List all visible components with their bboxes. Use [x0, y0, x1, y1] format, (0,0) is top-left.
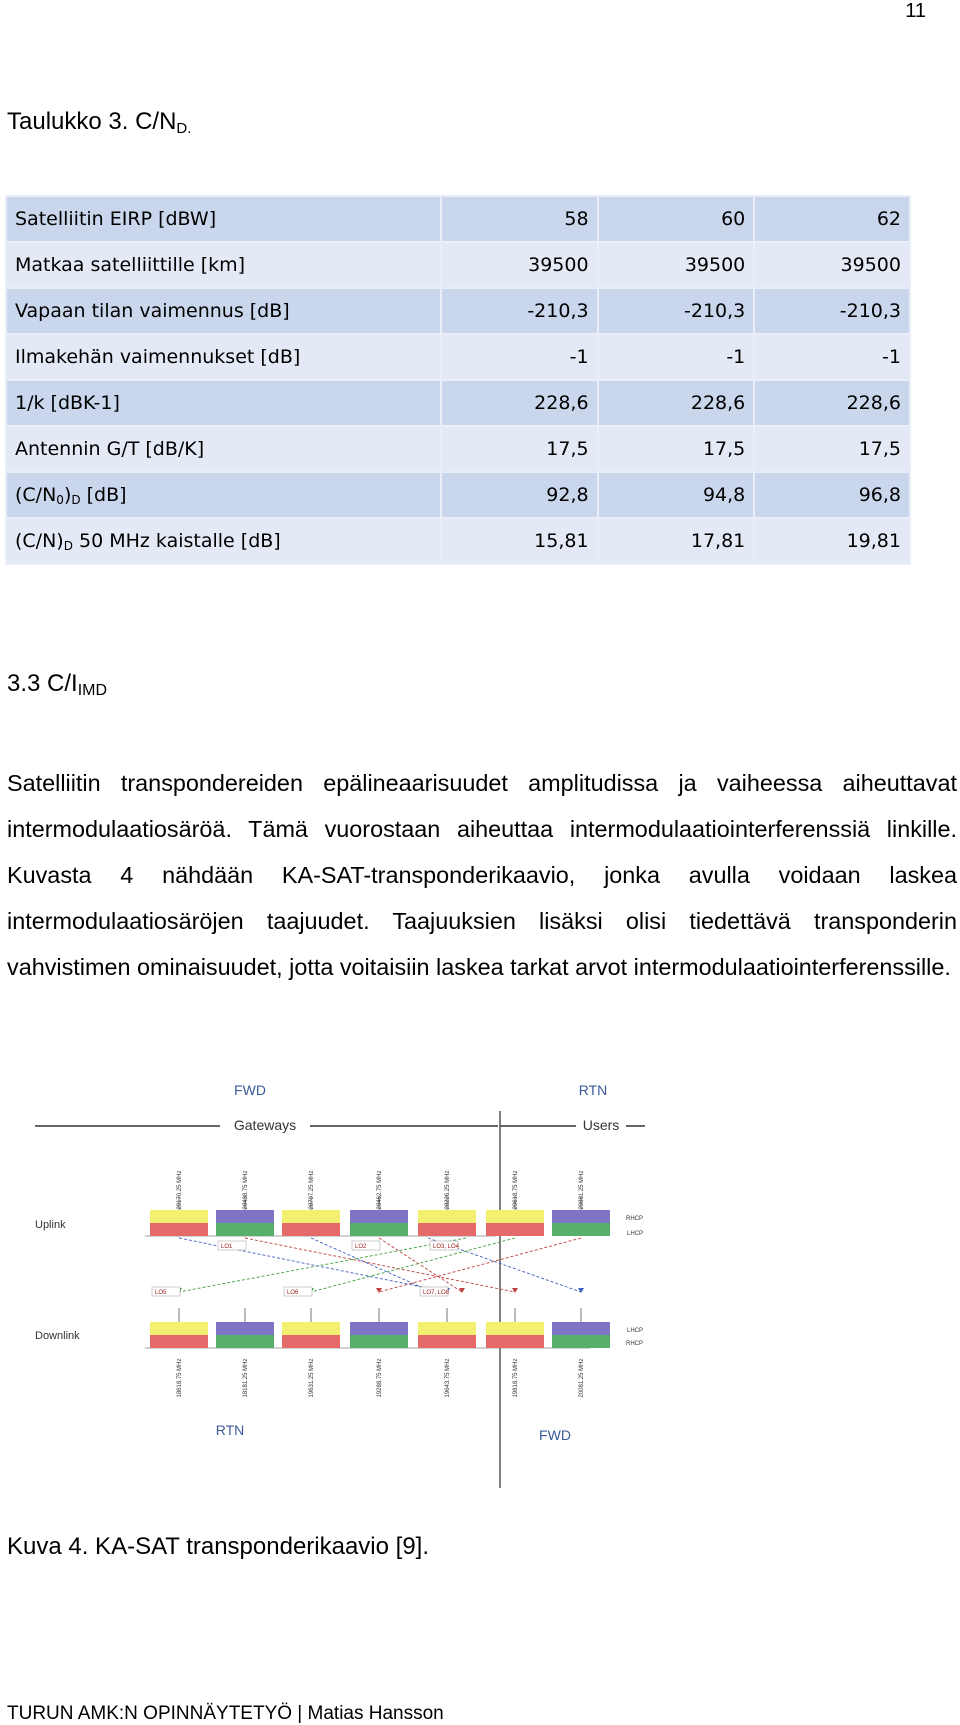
row-label: $(C/N)_D$ 50 MHz kaistalle [dB]	[6, 518, 441, 564]
row-value-3: 228,6	[754, 380, 910, 426]
row-value-1: 17,5	[441, 426, 598, 472]
row-value-2: 94,8	[598, 472, 755, 518]
row-label: Matkaa satelliittille [km]	[6, 242, 441, 288]
uplink-label: Uplink	[35, 1219, 66, 1231]
uplink-frequency-label: 28462.75 MHz	[377, 1170, 383, 1210]
row-value-2: 39500	[598, 242, 755, 288]
downlink-band-bottom	[418, 1335, 476, 1348]
row-value-2: -210,3	[598, 288, 755, 334]
table-caption-subscript: D.	[176, 120, 192, 137]
downlink-frequency-label: 20081.25 MHz	[579, 1358, 585, 1398]
uplink-frequency-label: 28707.25 MHz	[309, 1170, 315, 1210]
local-oscillator-label: LO2	[355, 1244, 367, 1250]
uplink-band-bottom	[350, 1223, 408, 1236]
uplink-band-top	[486, 1210, 544, 1223]
row-value-3: -1	[754, 334, 910, 380]
gateways-label: Gateways	[233, 1117, 297, 1133]
row-value-2: 60	[598, 196, 755, 242]
rtn-bottom-label: RTN	[215, 1422, 245, 1438]
downlink-band-bottom	[350, 1335, 408, 1348]
uplink-band-bottom	[216, 1223, 274, 1236]
table-caption-text: Taulukko 3. C/N	[7, 108, 177, 135]
row-value-3: 17,5	[754, 426, 910, 472]
row-value-2: 228,6	[598, 380, 755, 426]
downlink-band-bottom	[282, 1335, 340, 1348]
mapping-arrowhead	[376, 1288, 382, 1293]
row-label: Antennin G/T [dB/K]	[6, 426, 441, 472]
uplink-band-top	[418, 1210, 476, 1223]
uplink-frequency-label: 28438.75 MHz	[243, 1170, 249, 1210]
uplink-band-bottom	[552, 1223, 610, 1236]
row-value-3: 96,8	[754, 472, 910, 518]
table-row	[6, 334, 910, 380]
downlink-lhcp-label: LHCP	[626, 1328, 643, 1334]
row-label: Vapaan tilan vaimennus [dB]	[6, 288, 441, 334]
users-label: Users	[582, 1117, 620, 1133]
table-row	[6, 472, 910, 518]
cn-table	[5, 195, 911, 565]
downlink-band-top	[486, 1322, 544, 1335]
uplink-rhcp-label: RHCP	[625, 1216, 643, 1222]
mapping-arrowhead	[512, 1288, 518, 1293]
mapping-arrowhead	[578, 1288, 584, 1293]
row-value-3: 39500	[754, 242, 910, 288]
table-row	[6, 426, 910, 472]
transponder-diagram	[30, 1068, 645, 1493]
row-value-1: 15,81	[441, 518, 598, 564]
row-value-3: 19,81	[754, 518, 910, 564]
row-value-1: -1	[441, 334, 598, 380]
downlink-frequency-label: 19818.75 MHz	[513, 1358, 519, 1398]
section-heading-subscript: IMD	[77, 682, 108, 699]
downlink-band-bottom	[150, 1335, 208, 1348]
table-row	[6, 380, 910, 426]
row-value-1: 92,8	[441, 472, 598, 518]
local-oscillator-label: LO5	[155, 1290, 167, 1296]
downlink-band-top	[552, 1322, 610, 1335]
uplink-band-bottom	[282, 1223, 340, 1236]
uplink-frequency-label: 29618.75 MHz	[513, 1170, 519, 1210]
uplink-frequency-label: 29170.25 MHz	[177, 1170, 183, 1210]
uplink-band-top	[216, 1210, 274, 1223]
downlink-band-top	[150, 1322, 208, 1335]
local-oscillator-label: LO3, LO4	[433, 1244, 460, 1250]
uplink-band-top	[552, 1210, 610, 1223]
section-heading	[7, 670, 107, 698]
row-value-2: -1	[598, 334, 755, 380]
downlink-band-top	[282, 1322, 340, 1335]
downlink-band-top	[350, 1322, 408, 1335]
uplink-lhcp-label: LHCP	[626, 1231, 643, 1237]
frequency-mapping-line	[379, 1238, 581, 1292]
downlink-band-bottom	[552, 1335, 610, 1348]
row-value-2: 17,81	[598, 518, 755, 564]
downlink-band-bottom	[216, 1335, 274, 1348]
row-label: $(C/N_0)_D$ [dB]	[6, 472, 441, 518]
fwd-top-label: FWD	[234, 1082, 266, 1098]
section-heading-text: 3.3 C/I	[7, 670, 78, 697]
table-row	[6, 288, 910, 334]
downlink-band-bottom	[486, 1335, 544, 1348]
fwd-bottom-label: FWD	[539, 1427, 571, 1443]
downlink-frequency-label: 18618.75 MHz	[177, 1358, 183, 1398]
uplink-band-bottom	[486, 1223, 544, 1236]
downlink-band-top	[418, 1322, 476, 1335]
row-label: Ilmakehän vaimennukset [dB]	[6, 334, 441, 380]
page-number: 11	[905, 0, 926, 22]
uplink-band-top	[350, 1210, 408, 1223]
downlink-rhcp-label: RHCP	[625, 1341, 643, 1347]
local-oscillator-label: LO1	[221, 1244, 233, 1250]
row-label: Satelliitin EIRP [dBW]	[6, 196, 441, 242]
uplink-band-bottom	[418, 1223, 476, 1236]
row-value-1: 58	[441, 196, 598, 242]
diagram-channels	[150, 1170, 610, 1397]
row-value-1: -210,3	[441, 288, 598, 334]
row-value-3: 62	[754, 196, 910, 242]
rtn-top-label: RTN	[578, 1082, 608, 1098]
downlink-band-top	[216, 1322, 274, 1335]
row-label: 1/k [dBK-1]	[6, 380, 441, 426]
table-caption	[7, 108, 191, 136]
downlink-frequency-label: 18181.25 MHz	[243, 1358, 249, 1398]
row-value-2: 17,5	[598, 426, 755, 472]
local-oscillator-label: LO6	[287, 1290, 299, 1296]
row-value-1: 228,6	[441, 380, 598, 426]
uplink-frequency-label: 29881.25 MHz	[579, 1170, 585, 1210]
row-value-3: -210,3	[754, 288, 910, 334]
uplink-band-top	[282, 1210, 340, 1223]
table-row	[6, 196, 910, 242]
uplink-band-bottom	[150, 1223, 208, 1236]
transponder-diagram-svg	[30, 1068, 645, 1488]
uplink-frequency-label: 28226.25 MHz	[445, 1170, 451, 1210]
footer: TURUN AMK:N OPINNÄYTETYÖ | Matias Hansson	[7, 1703, 444, 1724]
row-value-1: 39500	[441, 242, 598, 288]
downlink-frequency-label: 19643.75 MHz	[445, 1358, 451, 1398]
downlink-frequency-label: 19631.25 MHz	[309, 1358, 315, 1398]
downlink-label: Downlink	[35, 1330, 80, 1342]
local-oscillator-label: LO7, LO8	[423, 1290, 450, 1296]
figure-caption: Kuva 4. KA-SAT transponderikaavio [9].	[7, 1533, 430, 1560]
uplink-band-top	[150, 1210, 208, 1223]
body-paragraph: Satelliitin transpondereiden epälineaarisuudet amplitudissa ja vaiheessa aiheuttavat intermodulaatiosäröä. Tämä vuorostaan aiheuttaa intermodulaatiointerferenssiä linkille. Kuvasta 4 nähdään KA-SAT-transponderikaavio, jonka avulla voidaan laskea intermodulaatiosäröjen taajuudet. Taajuuksien lisäksi olisi tiedettävä transponderin vahvistimen ominaisuudet, jotta voitaisiin laskea tarkat arvot intermodulaatiointerferenssille.	[7, 770, 957, 980]
downlink-frequency-label: 19288.75 MHz	[377, 1358, 383, 1398]
table-row	[6, 242, 910, 288]
table-row	[6, 518, 910, 564]
